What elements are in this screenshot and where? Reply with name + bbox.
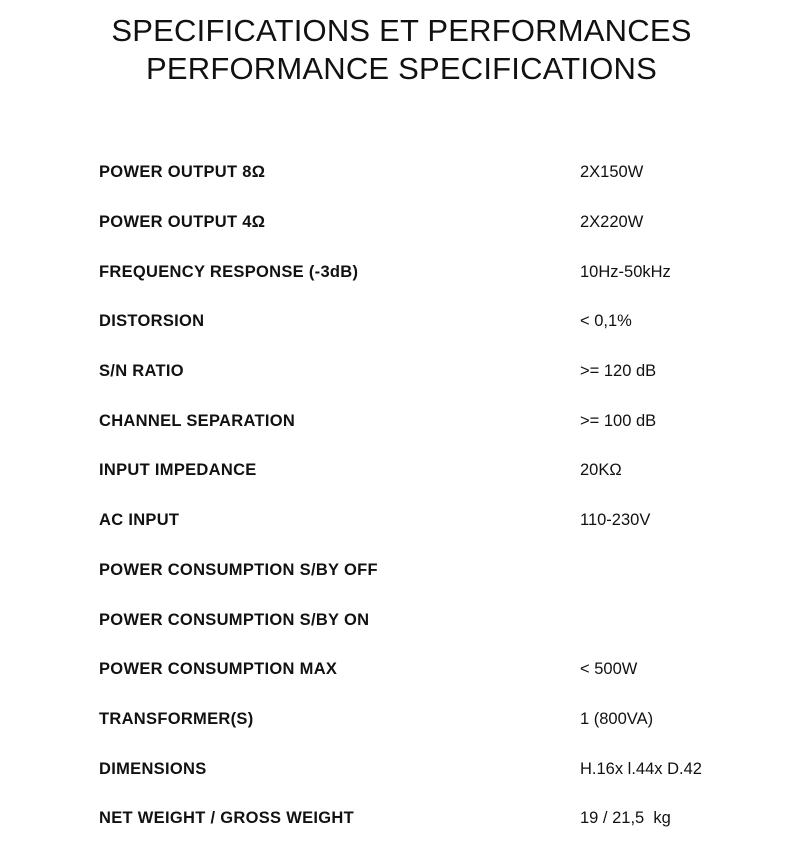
spec-label: DIMENSIONS (99, 759, 207, 778)
spec-label: POWER CONSUMPTION S/BY OFF (99, 560, 378, 579)
spec-value: 1 (800VA) (580, 709, 654, 728)
spec-label: FREQUENCY RESPONSE (-3dB) (99, 262, 359, 281)
spec-row-channel-separation (99, 396, 759, 446)
spec-value: >= 100 dB (580, 411, 657, 430)
spec-label: POWER CONSUMPTION S/BY ON (99, 610, 370, 629)
spec-label: CHANNEL SEPARATION (99, 411, 296, 430)
spec-label: POWER CONSUMPTION MAX (99, 660, 338, 679)
spec-value: 110-230V (580, 511, 651, 530)
spec-value: < 500W (580, 660, 638, 679)
spec-label: NET WEIGHT / GROSS WEIGHT (99, 809, 354, 828)
spec-label: S/N RATIO (99, 362, 184, 381)
spec-label: TRANSFORMER(S) (99, 709, 254, 728)
specifications-table (99, 148, 759, 844)
spec-value: 2X220W (580, 213, 644, 232)
spec-value: H.16x l.44x D.42 (580, 759, 702, 778)
spec-value: < 0,1% (580, 312, 632, 331)
spec-row-distorsion (99, 297, 759, 347)
spec-row-sn-ratio (99, 347, 759, 397)
spec-value: >= 120 dB (580, 362, 657, 381)
spec-row-input-impedance (99, 446, 759, 496)
spec-value: 20KΩ (580, 461, 622, 480)
spec-row-weight (99, 794, 759, 844)
spec-value: 2X150W (580, 163, 644, 182)
spec-row-frequency-response (99, 247, 759, 297)
title-english: PERFORMANCE SPECIFICATIONS (145, 51, 657, 86)
spec-value: 19 / 21,5 kg (580, 809, 671, 828)
spec-label: AC INPUT (99, 511, 180, 530)
spec-label: POWER OUTPUT 8Ω (99, 163, 266, 182)
spec-row-power-consumption-max (99, 645, 759, 695)
spec-row-power-output-8ohm (99, 148, 759, 198)
spec-row-transformers (99, 695, 759, 745)
spec-row-power-output-4ohm (99, 198, 759, 248)
spec-row-ac-input (99, 496, 759, 546)
spec-label: POWER OUTPUT 4Ω (99, 213, 266, 232)
spec-label: DISTORSION (99, 312, 205, 331)
page-title (0, 12, 803, 88)
spec-row-dimensions (99, 744, 759, 794)
spec-row-power-consumption-standby-off (99, 546, 759, 596)
spec-row-power-consumption-standby-on (99, 595, 759, 645)
spec-value: 10Hz-50kHz (580, 262, 671, 281)
spec-label: INPUT IMPEDANCE (99, 461, 257, 480)
title-french: SPECIFICATIONS ET PERFORMANCES (111, 13, 692, 48)
